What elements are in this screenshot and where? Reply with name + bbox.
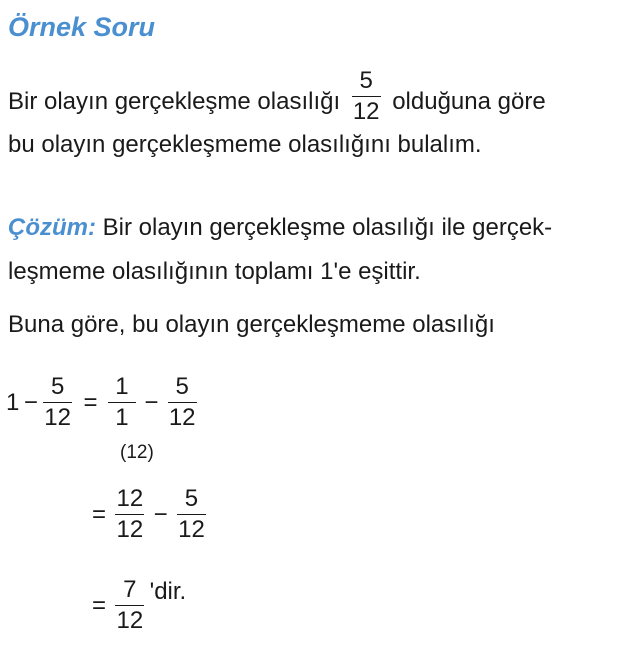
question-line-2: bu olayın gerçekleşmeme olasılığını bulalım. (8, 131, 482, 158)
number-one: 1 (6, 388, 20, 416)
question-fraction (351, 66, 382, 127)
fraction-numerator: 7 (123, 576, 137, 603)
fraction-12-12 (114, 484, 145, 545)
fraction-numerator: 12 (116, 485, 144, 512)
math-row-3 (92, 575, 186, 636)
fraction-denominator: 12 (352, 98, 380, 125)
equals-sign: = (83, 388, 98, 416)
minus-sign: − (23, 388, 38, 416)
fraction-denominator: 12 (116, 516, 144, 543)
fraction-numerator: 5 (184, 485, 199, 512)
math-row-1 (6, 372, 198, 433)
minus-sign: − (144, 388, 159, 416)
fraction-denominator: 12 (44, 404, 71, 431)
example-title: Örnek Soru (8, 12, 156, 42)
fraction-numerator: 5 (50, 373, 65, 400)
solution-text-1: Bir olayın gerçekleşme olasılığı ile gerçek- (102, 214, 553, 241)
fraction-numerator: 5 (175, 373, 189, 400)
fraction-5-12 (167, 372, 198, 433)
minus-sign: − (153, 500, 168, 528)
fraction-denominator: 1 (115, 404, 129, 431)
fraction-7-12 (114, 575, 145, 636)
solution-line-3: Buna göre, bu olayın gerçekleşmeme olasılığı (8, 311, 495, 338)
solution-line-2: leşmeme olasılığının toplamı 1'e eşittir. (8, 258, 421, 285)
expansion-factor: (12) (120, 442, 154, 463)
fraction-5-12 (42, 372, 73, 433)
fraction-1-1 (108, 372, 136, 433)
solution-line-1 (8, 214, 552, 242)
fraction-denominator: 12 (168, 404, 196, 431)
solution-label: Çözüm: (8, 214, 96, 241)
suffix-text: 'dir. (149, 577, 187, 605)
equals-sign: = (92, 591, 107, 619)
math-row-2 (92, 484, 207, 545)
fraction-numerator: 1 (115, 373, 129, 400)
equals-sign: = (92, 500, 107, 528)
fraction-5-12 (176, 484, 207, 545)
fraction-numerator: 5 (359, 67, 373, 94)
fraction-denominator: 12 (178, 516, 205, 543)
question-text-before: Bir olayın gerçekleşme olasılığı (8, 87, 341, 115)
question-line-1 (8, 67, 546, 133)
fraction-denominator: 12 (116, 607, 144, 634)
question-text-after: olduğuna göre (392, 87, 546, 115)
